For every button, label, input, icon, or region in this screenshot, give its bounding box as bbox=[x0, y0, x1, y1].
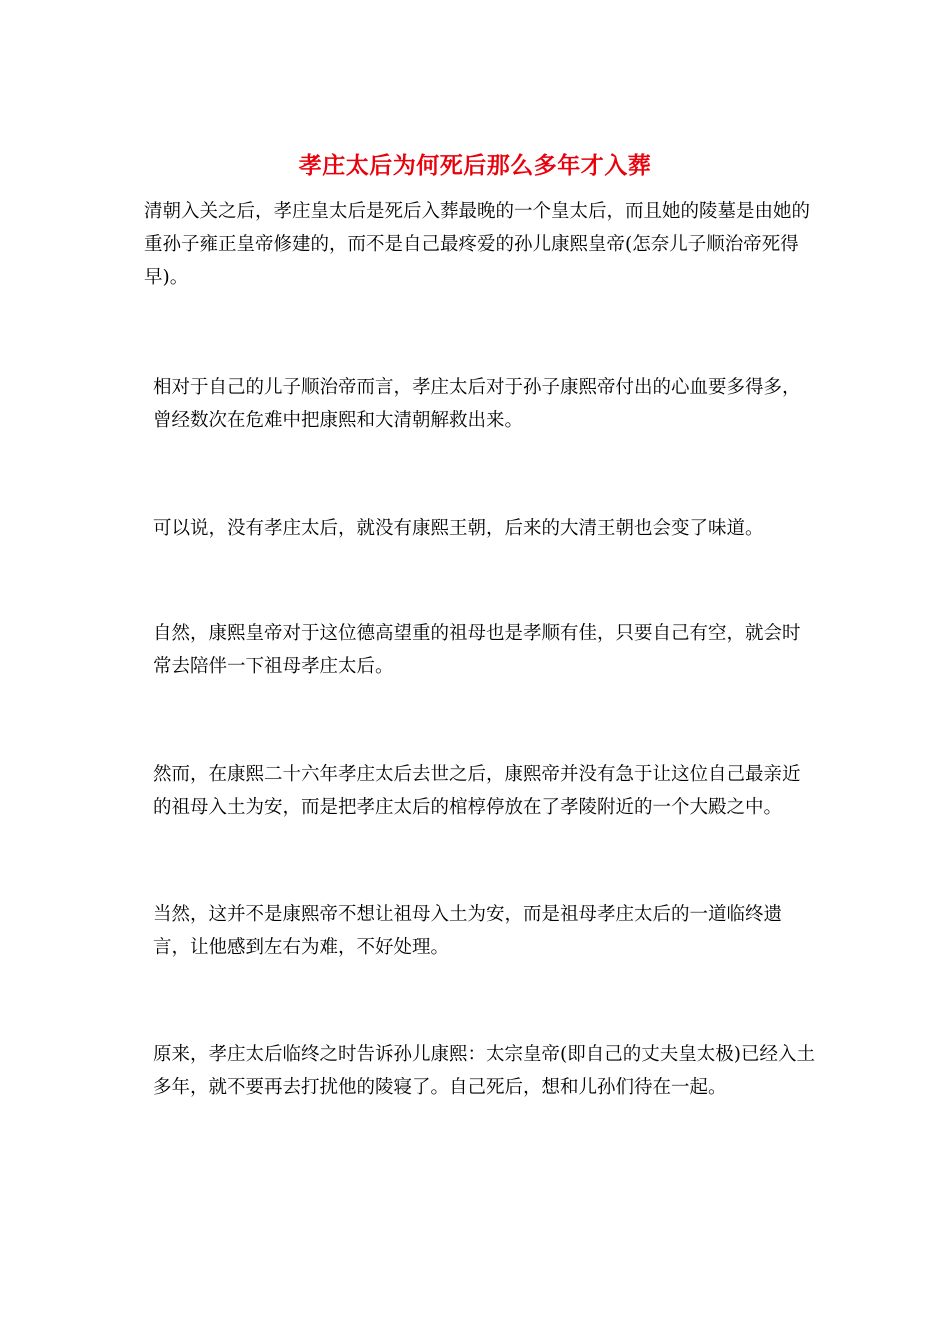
paragraph-1: 清朝入关之后，孝庄皇太后是死后入葬最晚的一个皇太后，而且她的陵墓是由她的重孙子雍正皇帝修建的，而不是自己最疼爱的孙儿康熙皇帝(怎奈儿子顺治帝死得早)。 bbox=[144, 201, 811, 288]
document-title: 孝庄太后为何死后那么多年才入葬 bbox=[298, 152, 652, 179]
paragraph-4: 自然，康熙皇帝对于这位德高望重的祖母也是孝顺有佳，只要自己有空，就会时常去陪伴一下祖母孝庄太后。 bbox=[153, 623, 801, 677]
paragraph-7: 原来，孝庄太后临终之时告诉孙儿康熙：太宗皇帝(即自己的丈夫皇太极)已经入土多年，就不要再去打扰他的陵寝了。自己死后，想和儿孙们待在一起。 bbox=[153, 1044, 815, 1098]
paragraph-2: 相对于自己的儿子顺治帝而言，孝庄太后对于孙子康熙帝付出的心血要多得多，曾经数次在危难中把康熙和大清朝解救出来。 bbox=[153, 377, 801, 431]
paragraph-6: 当然，这并不是康熙帝不想让祖母入土为安，而是祖母孝庄太后的一道临终遗言，让他感到左右为难，不好处理。 bbox=[153, 904, 783, 958]
paragraph-3: 可以说，没有孝庄太后，就没有康熙王朝，后来的大清王朝也会变了味道。 bbox=[153, 518, 764, 539]
paragraph-5: 然而，在康熙二十六年孝庄太后去世之后，康熙帝并没有急于让这位自己最亲近的祖母入土为安，而是把孝庄太后的棺椁停放在了孝陵附近的一个大殿之中。 bbox=[153, 764, 801, 818]
